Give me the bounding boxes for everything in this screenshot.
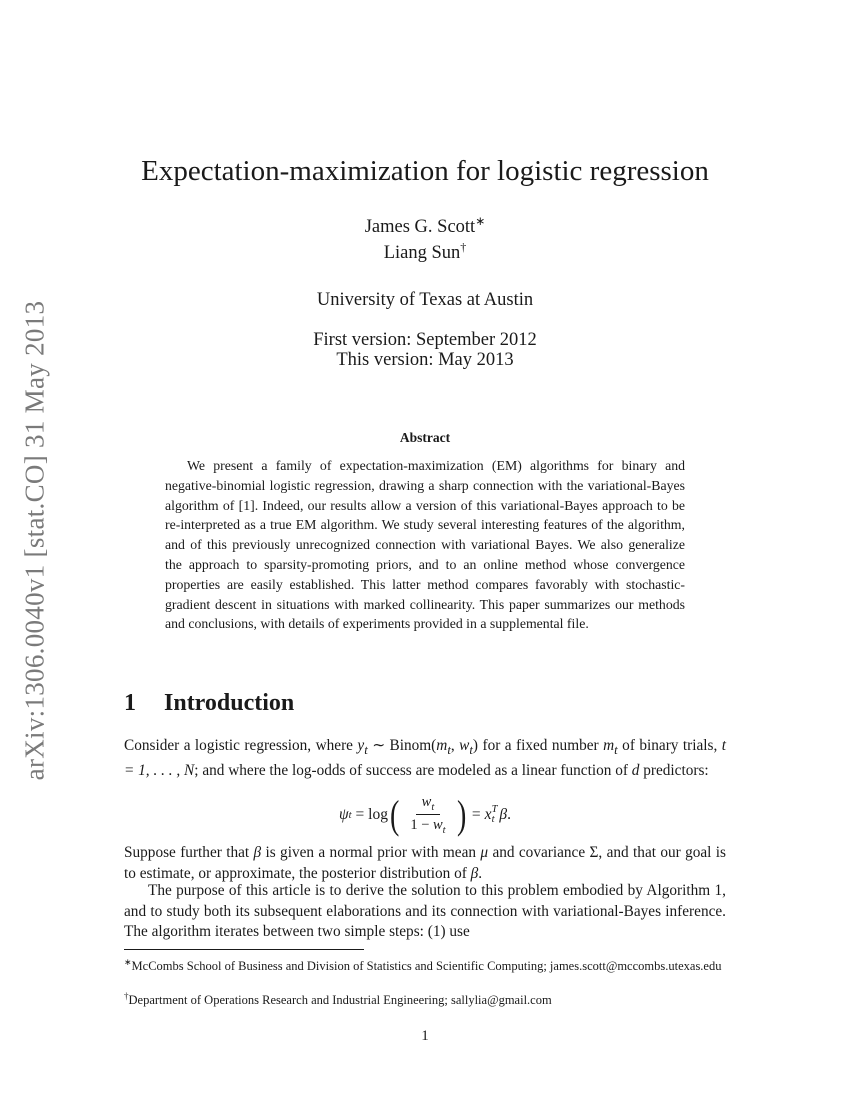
math-psi: ψ (338, 806, 349, 823)
math-sim: ∼ (372, 737, 386, 754)
intro-paragraph-3: The purpose of this article is to derive the solution to this problem embodied by Algorithm 1, and to study both its subsequent elaborations and its connection with variational-Bayes inference. The algorithm iterates between two simple steps: (1) use (124, 882, 726, 940)
author-1 (0, 214, 850, 238)
math-sub-t: t (614, 743, 618, 758)
paper-title: Expectation-maximization for logistic regression (141, 155, 709, 187)
section-heading (124, 690, 294, 717)
text-run: for a fixed number (478, 737, 604, 754)
left-paren-glyph: ( (389, 792, 400, 837)
math-beta: β (253, 844, 262, 861)
text-run: . (478, 864, 483, 882)
fraction-numerator (416, 794, 441, 815)
abstract-heading: Abstract (399, 430, 451, 445)
footnote-1 (124, 954, 726, 976)
math-d: d (631, 761, 640, 779)
math-close: ) (472, 737, 479, 754)
math-sub-t: t (431, 802, 435, 813)
math-binom: Binom( (389, 737, 437, 754)
math-w: w (421, 794, 432, 811)
math-m: m (603, 737, 615, 754)
footnote-2-mark: † (124, 991, 129, 1001)
author-2 (0, 240, 850, 264)
text-run: ; and where the log-odds of success are modeled as a linear function of (194, 761, 632, 779)
text-run: of binary trials, (617, 737, 722, 754)
text-run: Suppose further that (124, 844, 254, 861)
arxiv-identifier-text: arXiv:1306.0040v1 [stat.CO] 31 May 2013 (19, 300, 50, 780)
math-period: . (507, 806, 512, 823)
footnote-divider (124, 949, 364, 950)
fraction-denominator (404, 815, 451, 836)
math-log: = log (355, 806, 388, 823)
intro-paragraph-2 (124, 843, 726, 884)
math-w: w (459, 737, 470, 754)
odds-fraction (404, 794, 451, 836)
math-comma: , (450, 737, 460, 754)
math-y: y (357, 737, 365, 754)
text-run: , and that our goal is to estimate, or approximate, the posterior distribution of (124, 844, 726, 882)
first-version: First version: September 2012 (313, 330, 537, 350)
affiliation: University of Texas at Austin (316, 290, 534, 310)
section-number: 1 (124, 690, 136, 716)
author-1-name: James G. Scott (364, 217, 476, 238)
math-sigma: Σ (589, 844, 599, 861)
text-run: predictors: (639, 761, 709, 779)
math-m: m (436, 737, 448, 754)
footnote-1-text: McCombs School of Business and Division of Statistics and Scientific Computing; james.scott@mccombs.utexas.edu (131, 959, 722, 974)
footnote-1-mark: ∗ (124, 957, 132, 967)
current-version: This version: May 2013 (336, 350, 514, 370)
log-odds-equation (0, 790, 850, 840)
text-run: and covariance (488, 844, 590, 861)
math-sub-t: t (442, 824, 446, 836)
math-sub-t: t (348, 809, 352, 821)
author-2-name: Liang Sun (383, 243, 461, 264)
author-2-footnote-mark: † (460, 240, 467, 254)
math-t-range: t = 1, . . . , N (124, 737, 727, 779)
footnote-2 (124, 988, 726, 1010)
author-1-footnote-mark: ∗ (475, 214, 486, 228)
intro-paragraph-1 (124, 736, 726, 781)
math-sub-t: t (447, 743, 451, 758)
math-beta: β (470, 864, 479, 882)
math-sub-t: t (469, 743, 473, 758)
math-sub-t: t (491, 814, 495, 825)
page-number: 1 (421, 1028, 429, 1044)
footnote-2-text: Department of Operations Research and Industrial Engineering; sallylia@gmail.com (128, 993, 552, 1008)
section-title: Introduction (164, 690, 295, 716)
math-sup-T: T (491, 804, 498, 815)
math-equals: = (471, 806, 481, 823)
text-run: is given a normal prior with mean (261, 844, 481, 861)
math-w: w (433, 817, 443, 833)
math-one-minus: 1 − (410, 817, 433, 833)
math-sub-t: t (364, 743, 368, 758)
math-beta: β (499, 806, 508, 823)
right-paren-glyph: ) (456, 792, 466, 837)
abstract-text: We present a family of expectation-maximization (EM) algorithms for binary and negative-binomial logistic regression, drawing a sharp connection with the variational-Bayes algorithm of [1]. Indeed, our results allow a version of this variational-Bayes approach to be re-interpreted as a true EM algorithm. We study several interesting features of the algorithm, and of this previously unrecognized connection with variational Bayes. We also generalize the approach to sparsity-promoting priors, and to an online method whose convergence properties are easily established. This latter method compares favorably with stochastic-gradient descent in situations with marked collinearity. This paper summarizes our methods and conclusions, with details of experiments provided in a supplemental file. (165, 458, 685, 632)
text-run: Consider a logistic regression, where (124, 737, 358, 754)
math-mu: μ (480, 844, 489, 861)
math-x: x (484, 806, 492, 823)
